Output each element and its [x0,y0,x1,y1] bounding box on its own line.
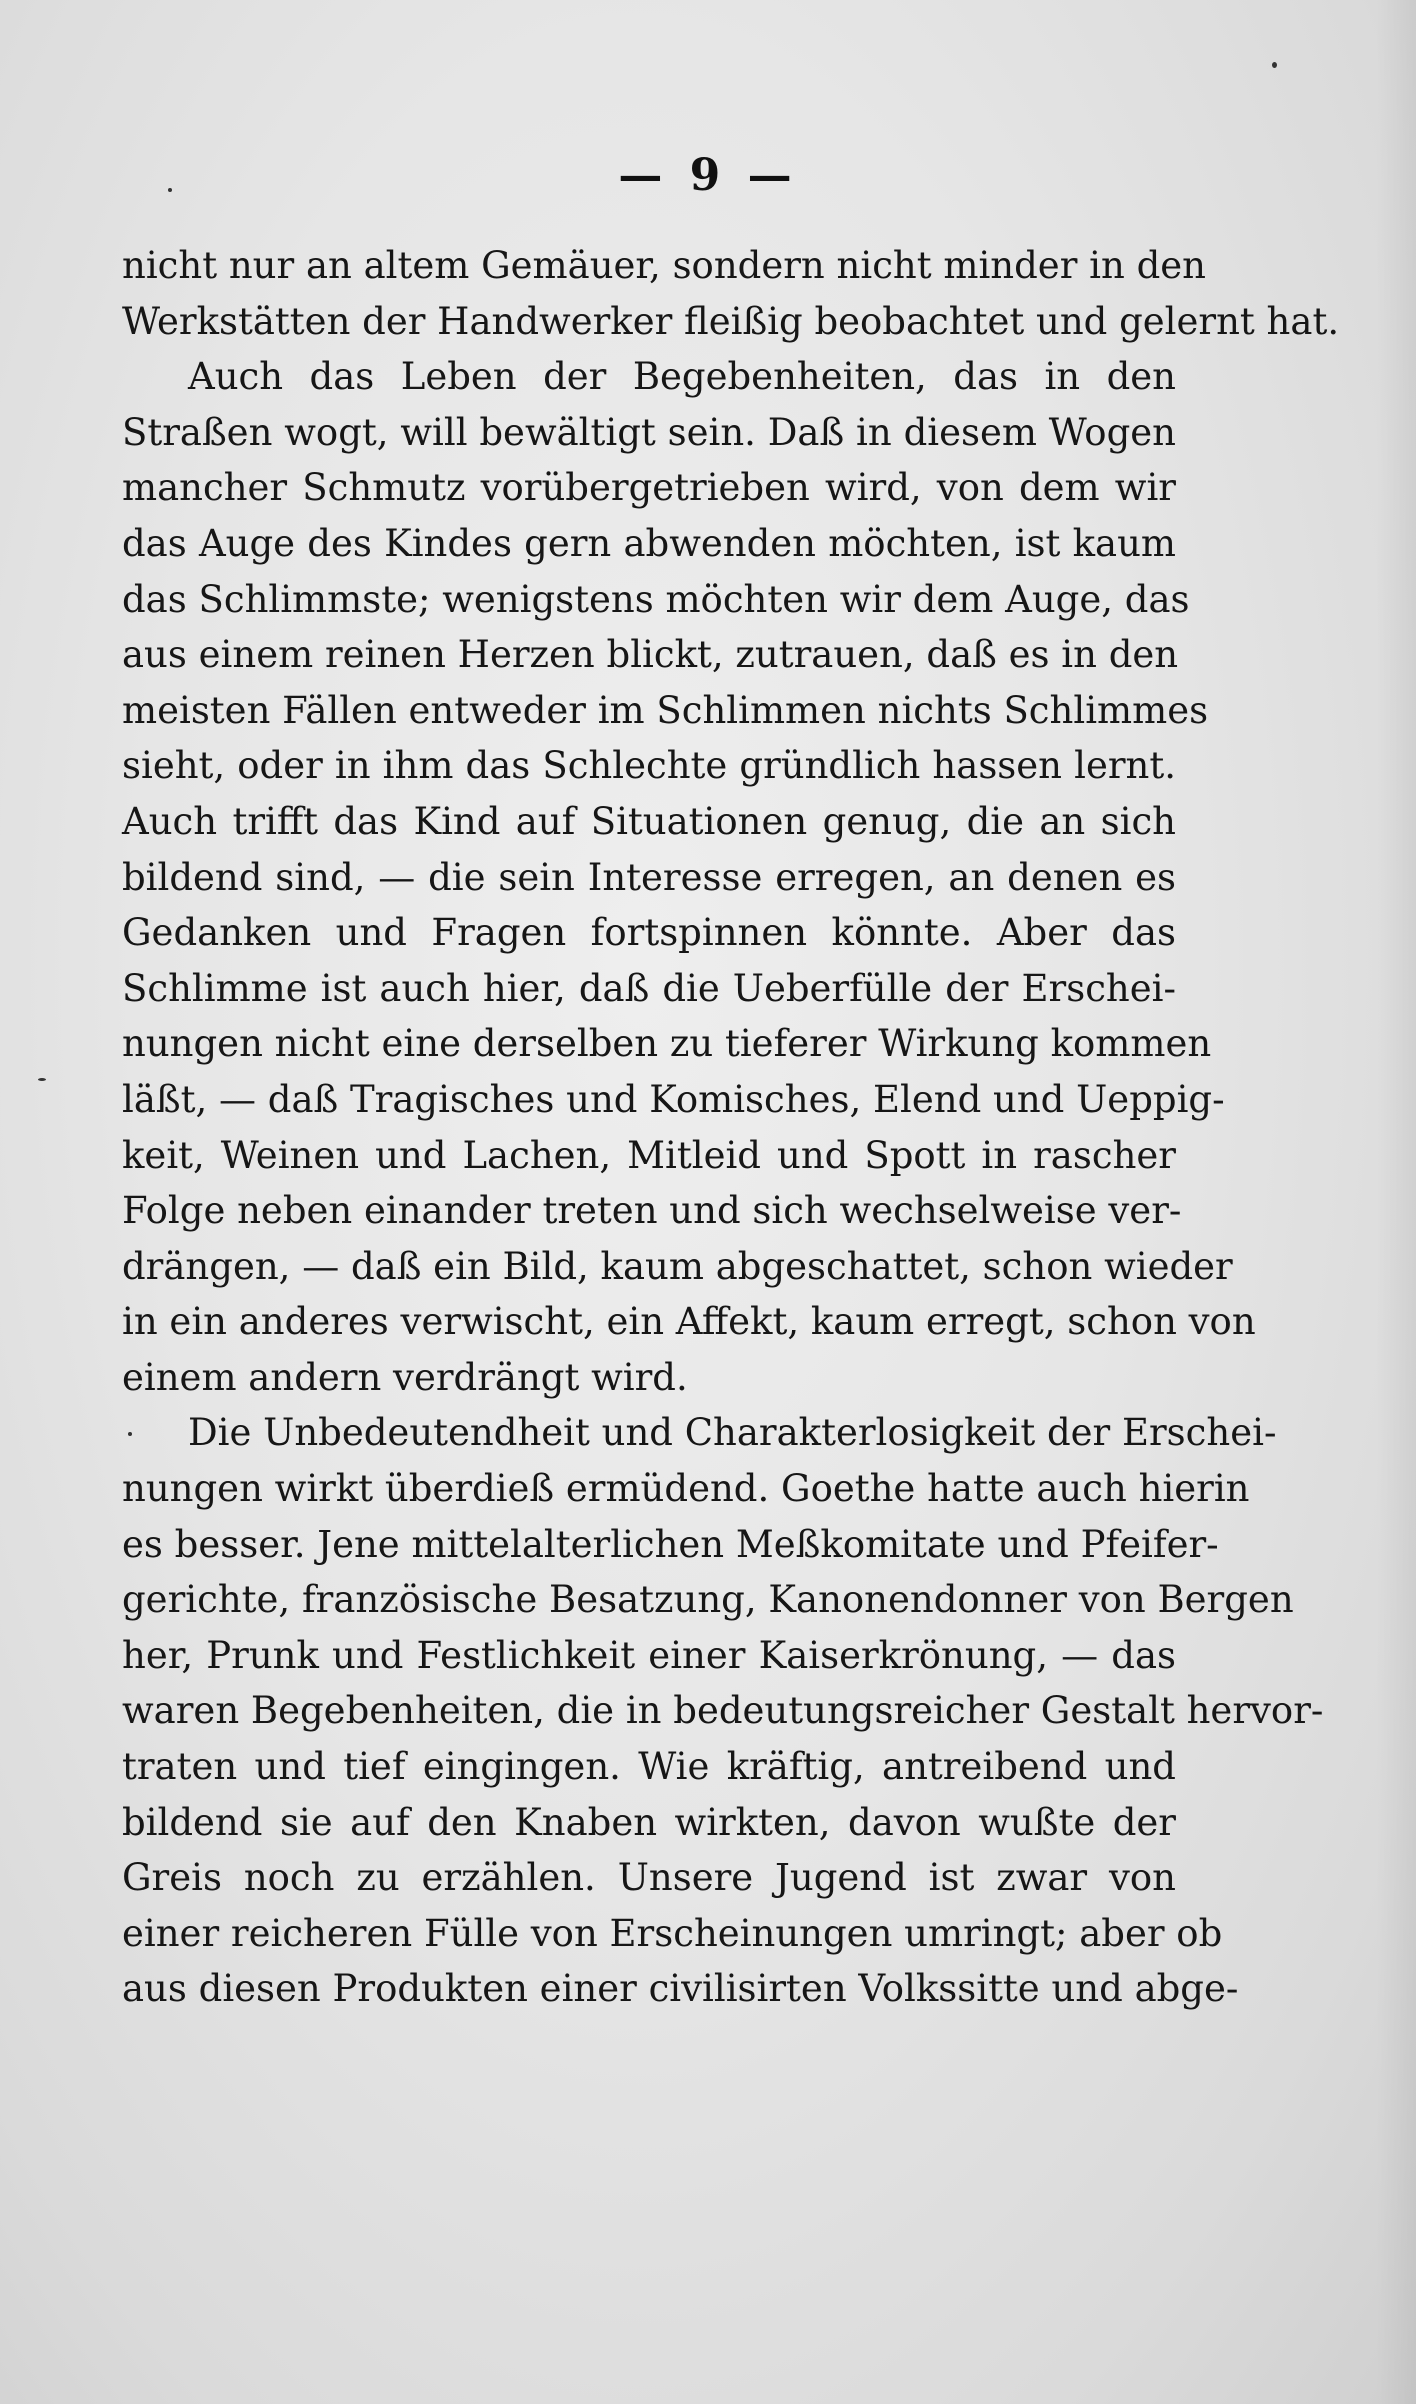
text-line: Die Unbedeutendheit und Charakterlosigkeit der Erschei- [188,1411,1277,1455]
body-text [122,238,1340,2017]
text-line: drängen, — daß ein Bild, kaum abgeschattet, schon wieder [122,1244,1233,1288]
text-line: einer reicheren Fülle von Erscheinungen umringt; aber ob [122,1911,1223,1955]
text-line: traten und tief eingingen. Wie kräftig, antreibend und [122,1745,1176,1789]
paper-speck [38,1078,46,1081]
text-line: Gedanken und Fragen fortspinnen könnte. Aber das [122,911,1176,955]
text-line: waren Begebenheiten, die in bedeutungsreicher Gestalt hervor- [122,1689,1324,1733]
text-line: Schlimme ist auch hier, daß die Ueberfülle der Erschei- [122,966,1176,1010]
text-line: Straßen wogt, will bewältigt sein. Daß in diesem Wogen [122,410,1176,454]
text-line: aus diesen Produkten einer civilisirten Volkssitte und abge- [122,1967,1239,2011]
paper-speck [168,188,172,192]
text-line: läßt, — daß Tragisches und Komisches, Elend und Ueppig- [122,1077,1225,1121]
text-line: das Schlimmste; wenigstens möchten wir dem Auge, das [122,577,1190,621]
text-line: in ein anderes verwischt, ein Affekt, kaum erregt, schon von [122,1300,1256,1344]
text-line: Werkstätten der Handwerker fleißig beobachtet und gelernt hat. [122,299,1340,343]
text-line: gerichte, französische Besatzung, Kanonendonner von Bergen [122,1578,1294,1622]
paper-speck [1272,62,1277,68]
text-line: einem andern verdrängt wird. [122,1355,688,1399]
text-line: meisten Fällen entweder im Schlimmen nichts Schlimmes [122,688,1209,732]
text-line: das Auge des Kindes gern abwenden möchten, ist kaum [122,521,1176,565]
page-number: — 9 — [618,150,798,201]
text-line: nicht nur an altem Gemäuer, sondern nicht minder in den [122,244,1206,287]
text-line: nungen nicht eine derselben zu tieferer Wirkung kommen [122,1022,1212,1066]
text-line: bildend sind, — die sein Interesse erregen, an denen es [122,855,1176,899]
text-line: nungen wirkt überdieß ermüdend. Goethe hatte auch hierin [122,1467,1250,1511]
text-line: Folge neben einander treten und sich wechselweise ver- [122,1189,1182,1233]
text-line: sieht, oder in ihm das Schlechte gründlich hassen lernt. [122,744,1176,788]
text-line: aus einem reinen Herzen blickt, zutrauen, daß es in den [122,633,1179,677]
text-line: Greis noch zu erzählen. Unsere Jugend ist zwar von [122,1856,1176,1900]
text-line: es besser. Jene mittelalterlichen Meßkomitate und Pfeifer- [122,1522,1219,1566]
text-line: bildend sie auf den Knaben wirkten, davon wußte der [122,1800,1176,1844]
text-line: mancher Schmutz vorübergetrieben wird, von dem wir [122,466,1176,510]
text-line: keit, Weinen und Lachen, Mitleid und Spott in rascher [122,1133,1176,1177]
text-line: Auch trifft das Kind auf Situationen genug, die an sich [122,799,1176,843]
paper-speck [128,1432,132,1436]
text-line: Auch das Leben der Begebenheiten, das in den [188,355,1176,399]
text-line: her, Prunk und Festlichkeit einer Kaiserkrönung, — das [122,1633,1176,1677]
